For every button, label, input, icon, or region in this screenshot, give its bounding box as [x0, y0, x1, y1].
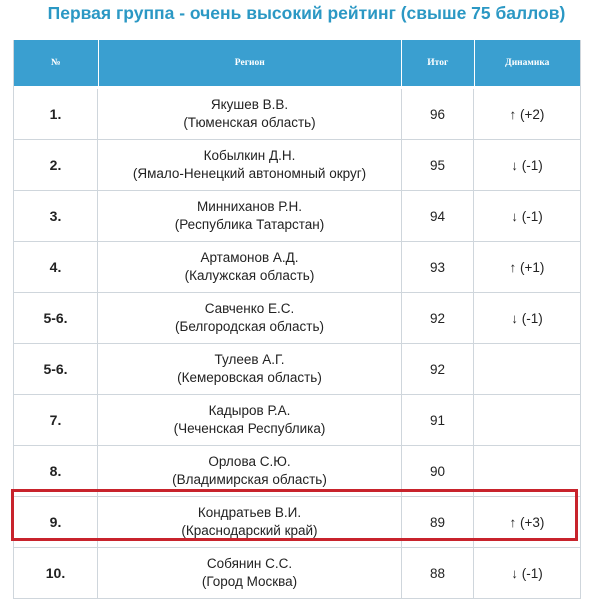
score-cell: 94 [402, 191, 474, 241]
region-name: (Город Москва) [201, 574, 298, 589]
region-name: (Кемеровская область) [177, 370, 322, 385]
score-cell: 91 [402, 395, 474, 445]
region-cell [98, 293, 402, 343]
rank-cell: 5-6. [14, 344, 98, 394]
score-cell: 95 [402, 140, 474, 190]
dynamics-cell: ↓ (-1) [511, 310, 543, 326]
dynamics-cell [474, 344, 580, 394]
governor-name: Кобылкин Д.Н. [203, 148, 296, 163]
governor-name: Собянин С.С. [206, 556, 293, 571]
table-header [14, 40, 580, 86]
governor-name: Якушев В.В. [210, 97, 289, 112]
dynamics-cell: ↓ (-1) [511, 565, 543, 581]
table-row [14, 548, 580, 599]
region-cell [98, 242, 402, 292]
governor-name: Тулеев А.Г. [214, 352, 285, 367]
dynamics-cell: ↓ (-1) [511, 157, 543, 173]
governor-name: Кондратьев В.И. [197, 505, 302, 520]
table-row [14, 497, 580, 548]
region-name: (Владимирская область) [172, 472, 327, 487]
region-name: (Калужская область) [184, 268, 315, 283]
governor-name: Артамонов А.Д. [200, 250, 299, 265]
score-cell: 89 [402, 497, 474, 547]
dynamics-cell: ↑ (+3) [509, 514, 545, 530]
rank-cell: 10. [14, 548, 98, 598]
table-row [14, 293, 580, 344]
region-name: (Республика Татарстан) [174, 217, 325, 232]
region-cell [98, 140, 402, 190]
dynamics-cell [474, 395, 580, 445]
region-name: (Чеченская Республика) [173, 421, 326, 436]
rank-cell: 8. [14, 446, 98, 496]
score-cell: 93 [402, 242, 474, 292]
rank-cell: 1. [14, 89, 98, 139]
score-cell: 88 [402, 548, 474, 598]
region-cell [98, 446, 402, 496]
region-cell [98, 548, 402, 598]
rank-cell: 7. [14, 395, 98, 445]
table-row [14, 242, 580, 293]
table-row [14, 191, 580, 242]
region-cell [98, 89, 402, 139]
header-dynamics: Динамика [505, 58, 550, 68]
governor-name: Минниханов Р.Н. [197, 199, 302, 214]
score-cell: 92 [402, 293, 474, 343]
rank-cell: 3. [14, 191, 98, 241]
region-name: (Тюменская область) [183, 115, 316, 130]
region-name: (Ямало-Ненецкий автономный округ) [132, 166, 367, 181]
rank-cell: 5-6. [14, 293, 98, 343]
table-row [14, 446, 580, 497]
dynamics-cell [474, 446, 580, 496]
rank-cell: 9. [14, 497, 98, 547]
table-row [14, 395, 580, 446]
score-cell: 92 [402, 344, 474, 394]
rating-table [13, 40, 581, 599]
table-row [14, 89, 580, 140]
dynamics-cell: ↑ (+2) [509, 106, 545, 122]
rank-cell: 4. [14, 242, 98, 292]
score-cell: 96 [402, 89, 474, 139]
score-cell: 90 [402, 446, 474, 496]
region-cell [98, 344, 402, 394]
governor-name: Орлова С.Ю. [208, 454, 291, 469]
header-total: Итог [402, 40, 475, 86]
header-region: Регион [99, 40, 402, 86]
dynamics-cell: ↑ (+1) [509, 259, 545, 275]
dynamics-cell: ↓ (-1) [511, 208, 543, 224]
table-row [14, 344, 580, 395]
governor-name: Савченко Е.С. [204, 301, 295, 316]
region-name: (Краснодарский край) [181, 523, 318, 538]
header-num: № [14, 40, 99, 86]
table-row [14, 140, 580, 191]
governor-name: Кадыров Р.А. [208, 403, 291, 418]
region-cell [98, 497, 402, 547]
region-cell [98, 395, 402, 445]
region-name: (Белгородская область) [174, 319, 325, 334]
rank-cell: 2. [14, 140, 98, 190]
page-title: Первая группа - очень высокий рейтинг (свыше 75 баллов) [47, 3, 566, 23]
region-cell [98, 191, 402, 241]
